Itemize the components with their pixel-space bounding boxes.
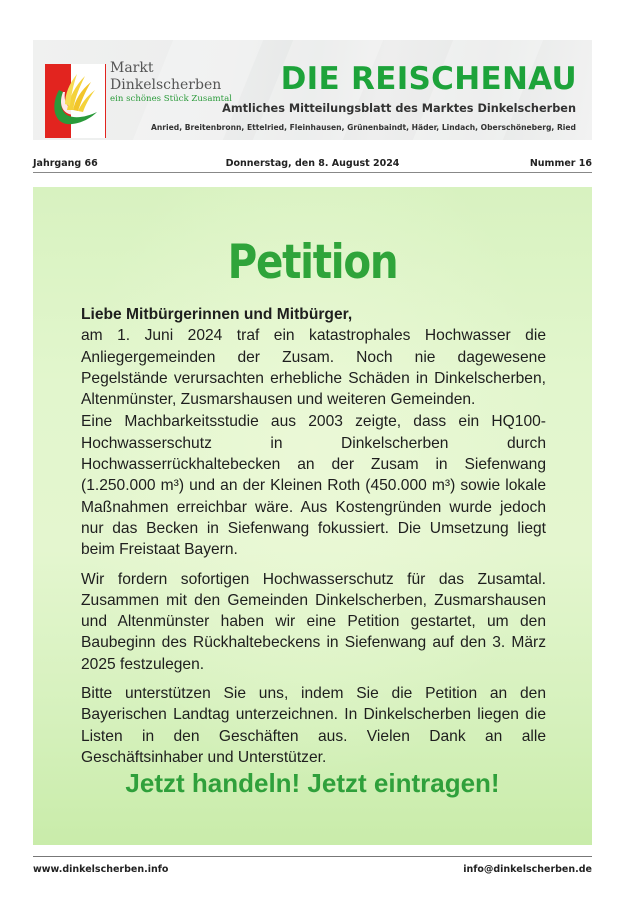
- logo-tagline: ein schönes Stück Zusamtal: [110, 94, 232, 104]
- logo-line-markt: Markt: [110, 60, 154, 76]
- footer-email-link[interactable]: info@dinkelscherben.de: [463, 864, 592, 875]
- call-to-action: Jetzt handeln! Jetzt eintragen!: [125, 768, 500, 798]
- issue-number: Nummer 16: [529, 158, 592, 169]
- issue-volume: Jahrgang 66: [33, 158, 98, 169]
- publication-title: DIE REISCHENAU: [280, 61, 577, 97]
- issue-date: Donnerstag, den 8. August 2024: [225, 158, 400, 169]
- logo-wordmark: [110, 60, 232, 105]
- logo-line-dinkelscherben: Dinkelscherben: [110, 77, 222, 93]
- petition-panel: [33, 187, 592, 845]
- issue-info-bar: [33, 158, 592, 173]
- article-body: [81, 304, 546, 776]
- article-paragraph: Bitte unterstützen Sie uns, indem Sie die Petition an den Bayerischen Landtag unterzeichnen. In Dinkelscherben liegen die Listen in den Geschäften aus. Vielen Dank an alle Geschäftsinhaber und Unterstützer.: [81, 685, 546, 766]
- footer-website-link[interactable]: www.dinkelscherben.info: [33, 864, 169, 875]
- article-paragraph: Eine Machbarkeitsstudie aus 2003 zeigte, dass ein HQ100-Hochwasserschutz in Dinkelscherben durch Hochwasserrückhaltebecken an der Zusam in Siefenwang (1.250.000 m³) und an der Kleinen Roth (450.000 m³) sowie lokale Maßnahmen erreichbar wäre. Aus Kostengründen wurde jedoch nur das Becken in Siefenwang fokussiert. Die Umsetzung liegt beim Freistaat Bayern.: [81, 413, 546, 559]
- footer-divider: [33, 856, 592, 857]
- publication-subtitle: Amtliches Mitteilungsblatt des Marktes Dinkelscherben: [222, 102, 576, 115]
- masthead: [33, 40, 592, 140]
- article-title: Petition: [227, 235, 398, 290]
- article-paragraph: Wir fordern sofortigen Hochwasserschutz für das Zusamtal. Zusammen mit den Gemeinden Dinkelscherben, Zusmarshausen und Altenmünster haben wir eine Petition gestartet, um den Baubeginn des Rückhaltebeckens in Siefenwang auf den 3. März 2025 festzulegen.: [81, 570, 546, 673]
- logo-divider: [105, 64, 106, 138]
- municipality-logo-icon: [45, 64, 105, 138]
- article-paragraph: am 1. Juni 2024 traf ein katastrophales Hochwasser die Anliegergemeinden der Zusam. Noch nie dagewesene Pegelstände verursachten erhebliche Schäden in Dinkelscherben, Altenmünster, Zusmarshausen und weiteren Gemeinden.: [81, 327, 546, 409]
- article-greeting: Liebe Mitbürgerinnen und Mitbürger,: [81, 306, 353, 323]
- wheat-swoosh-icon: [45, 64, 105, 138]
- publication-places: Anried, Breitenbronn, Ettelried, Fleinhausen, Grünenbaindt, Häder, Lindach, Oberschöneberg, Ried: [150, 123, 576, 132]
